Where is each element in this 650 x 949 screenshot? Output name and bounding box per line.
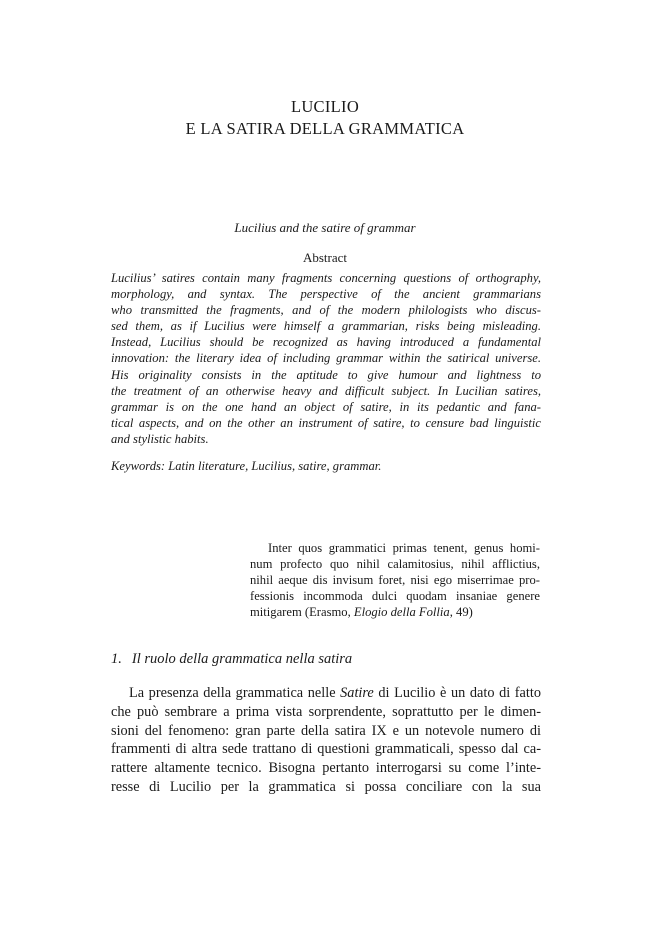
paragraph-text: La presenza della grammatica nelle	[129, 685, 341, 701]
epigraph-quote	[250, 540, 540, 620]
epigraph-line: num profecto quo nihil calamitosius, nihil afflictius,	[250, 557, 540, 571]
abstract-line: grammar is on the one hand an object of satire, in its pedantic and fana-	[111, 399, 541, 414]
body-paragraph	[111, 684, 541, 797]
page-title	[0, 96, 650, 140]
abstract-line: the treatment of an otherwise heavy and difficult subject. In Lucilian satires,	[111, 383, 541, 398]
epigraph-line: fessionis incommoda dulci quodam insaniae genere	[250, 589, 540, 603]
title-line-2: E LA SATIRA DELLA GRAMMATICA	[185, 119, 465, 138]
epigraph-line: nihil aeque dis invisum foret, nisi ego miserrimae pro-	[250, 573, 540, 587]
paragraph-line: sioni del fenomeno: gran parte della satira IX e un notevole numero di	[111, 722, 541, 739]
epigraph-text: , 49)	[449, 605, 473, 619]
section-title: Il ruolo della grammatica nella satira	[131, 651, 353, 667]
work-title: Satire	[340, 685, 374, 701]
abstract-line: Lucilius’ satires contain many fragments concerning questions of orthography,	[111, 271, 541, 285]
abstract-line: who transmitted the fragments, and of the modern philologists who discus-	[111, 303, 541, 318]
paragraph-line: che può sembrare a prima vista sorprendente, soprattutto per le dimen-	[111, 703, 541, 720]
section-heading	[111, 651, 541, 668]
keywords: Keywords: Latin literature, Lucilius, satire, grammar.	[111, 459, 382, 473]
paragraph-text: di Lucilio è un dato di fatto	[373, 685, 542, 701]
abstract-line: and stylistic habits.	[111, 431, 209, 446]
paragraph-line	[111, 684, 541, 703]
abstract-line: sed them, as if Lucilius were himself a grammarian, risks being misleading.	[111, 319, 541, 334]
abstract-line: His originality consists in the aptitude to give humour and lightness to	[111, 367, 541, 382]
abstract-line: innovation: the literary idea of including grammar within the satirical universe.	[111, 351, 541, 366]
paragraph-line: frammenti di altra sede trattano di questioni grammaticali, spesso dal ca-	[111, 741, 541, 758]
paragraph-line: rattere altamente tecnico. Bisogna pertanto interrogarsi su come l’inte-	[111, 760, 541, 777]
english-title: Lucilius and the satire of grammar	[234, 220, 416, 235]
abstract-line: tical aspects, and on the other an instrument of satire, to censure bad linguistic	[111, 415, 541, 430]
abstract-heading: Abstract	[302, 250, 348, 265]
section-number: 1.	[111, 651, 122, 667]
abstract-line: morphology, and syntax. The perspective of the ancient grammarians	[111, 287, 541, 302]
paragraph-line: resse di Lucilio per la grammatica si possa conciliare con la sua	[111, 778, 541, 795]
epigraph-text: mitigarem (Erasmo,	[250, 605, 354, 619]
epigraph-line	[250, 604, 540, 620]
epigraph-line: Inter quos grammatici primas tenent, genus homi-	[268, 541, 540, 555]
abstract-text	[111, 270, 541, 447]
abstract-line: Instead, Lucilius should be recognized as having introduced a fundamental	[111, 335, 541, 350]
title-line-1: LUCILIO	[290, 97, 360, 116]
epigraph-source-title: Elogio della Follia	[353, 605, 450, 619]
